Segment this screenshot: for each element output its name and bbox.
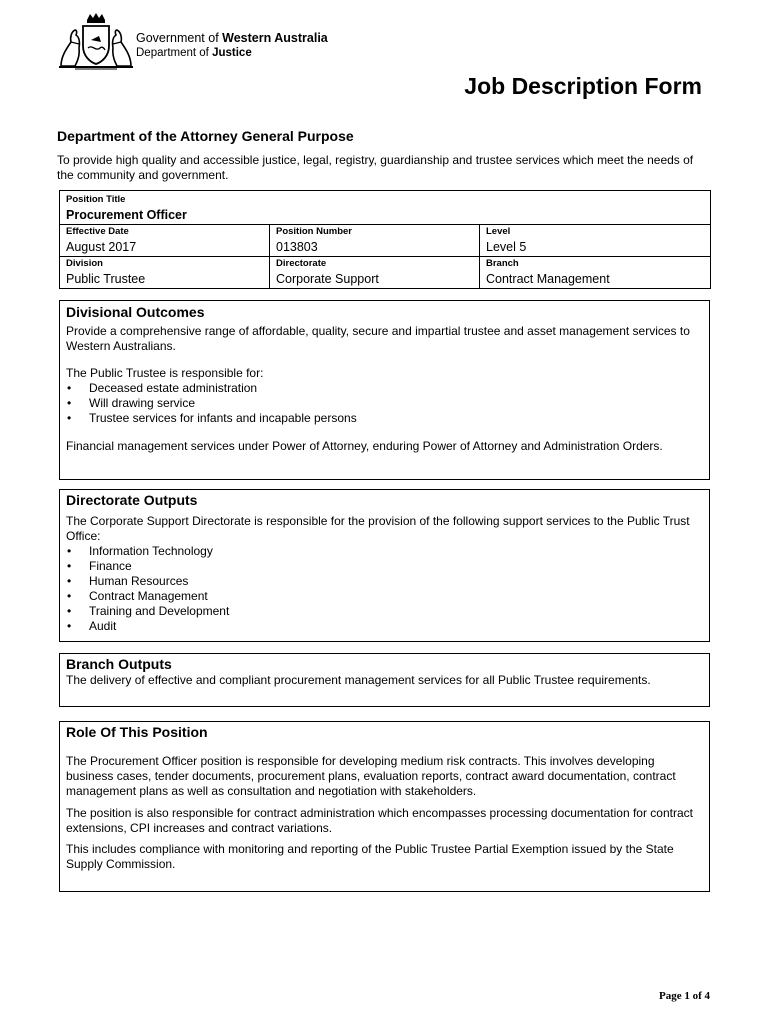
directorate-value: Corporate Support: [276, 272, 379, 286]
coat-of-arms-icon: [55, 12, 137, 72]
position-title-label: Position Title: [66, 194, 126, 205]
government-heading: [136, 31, 328, 61]
position-title-value: Procurement Officer: [66, 208, 187, 222]
department-line: Department of Justice: [136, 47, 252, 59]
branch-label: Branch: [486, 258, 519, 269]
government-line: Government of Western Australia: [136, 31, 328, 45]
position-details-table: [59, 190, 711, 289]
divisional-outcomes-para2: The Public Trustee is responsible for:: [66, 366, 264, 380]
purpose-heading: Department of the Attorney General Purpose: [57, 128, 354, 144]
role-para1: The Procurement Officer position is responsible for developing medium risk contracts. This involves developing business cases, tender documents, procurement plans, evaluation reports, contract award documentation, contract management plans as well as consultation and negotiation with stakeholders.: [66, 754, 676, 798]
level-cell: [480, 225, 711, 257]
branch-value: Contract Management: [486, 272, 610, 286]
branch-outputs-text: The delivery of effective and compliant procurement management services for all Public Trustee requirements.: [66, 673, 651, 687]
position-title-cell: [60, 191, 711, 225]
directorate-cell: [270, 257, 480, 289]
divisional-outcomes-section: [59, 300, 710, 480]
branch-outputs-section: [59, 653, 710, 707]
division-label: Division: [66, 258, 103, 269]
effective-date-value: August 2017: [66, 240, 137, 254]
role-section: [59, 721, 710, 892]
list-item: • Training and Development: [66, 604, 703, 619]
list-item: • Finance: [66, 559, 703, 574]
branch-outputs-heading: Branch Outputs: [66, 656, 172, 672]
effective-date-label: Effective Date: [66, 226, 129, 237]
role-heading: Role Of This Position: [66, 724, 208, 740]
role-para2: The position is also responsible for contract administration which encompasses processing documentation for contract extensions, CPI increases and contract variations.: [66, 806, 693, 835]
divisional-outcomes-list: [66, 381, 703, 426]
division-value: Public Trustee: [66, 272, 146, 286]
list-item: • Audit: [66, 619, 703, 634]
position-number-label: Position Number: [276, 226, 353, 237]
division-cell: [60, 257, 270, 289]
directorate-outputs-para1: The Corporate Support Directorate is responsible for the provision of the following support services to the Public Trust Office:: [66, 514, 690, 543]
list-item: • Deceased estate administration: [66, 381, 703, 396]
position-number-cell: [270, 225, 480, 257]
effective-date-cell: [60, 225, 270, 257]
position-number-value: 013803: [276, 240, 318, 254]
directorate-outputs-heading: Directorate Outputs: [66, 492, 198, 508]
purpose-text: To provide high quality and accessible justice, legal, registry, guardianship and trustee services which meet the needs of the community and government.: [57, 153, 694, 182]
directorate-outputs-list: [66, 544, 703, 634]
level-value: Level 5: [486, 240, 527, 254]
list-item: • Human Resources: [66, 574, 703, 589]
list-item: • Will drawing service: [66, 396, 703, 411]
page-number: Page 1 of 4: [658, 990, 710, 1002]
list-item: • Information Technology: [66, 544, 703, 559]
directorate-label: Directorate: [276, 258, 327, 269]
divisional-outcomes-para3: Financial management services under Power of Attorney, enduring Power of Attorney and Administration Orders.: [66, 439, 663, 453]
level-label: Level: [486, 226, 511, 237]
divisional-outcomes-heading: Divisional Outcomes: [66, 304, 205, 320]
role-para3: This includes compliance with monitoring and reporting of the Public Trustee Partial Exemption issued by the State Supply Commission.: [66, 842, 674, 871]
directorate-outputs-section: [59, 489, 710, 642]
branch-cell: [480, 257, 711, 289]
list-item: • Trustee services for infants and incapable persons: [66, 411, 703, 426]
divisional-outcomes-para1: Provide a comprehensive range of affordable, quality, secure and impartial trustee and asset management services to Western Australians.: [66, 324, 690, 353]
list-item: • Contract Management: [66, 589, 703, 604]
form-title: Job Description Form: [464, 73, 702, 99]
